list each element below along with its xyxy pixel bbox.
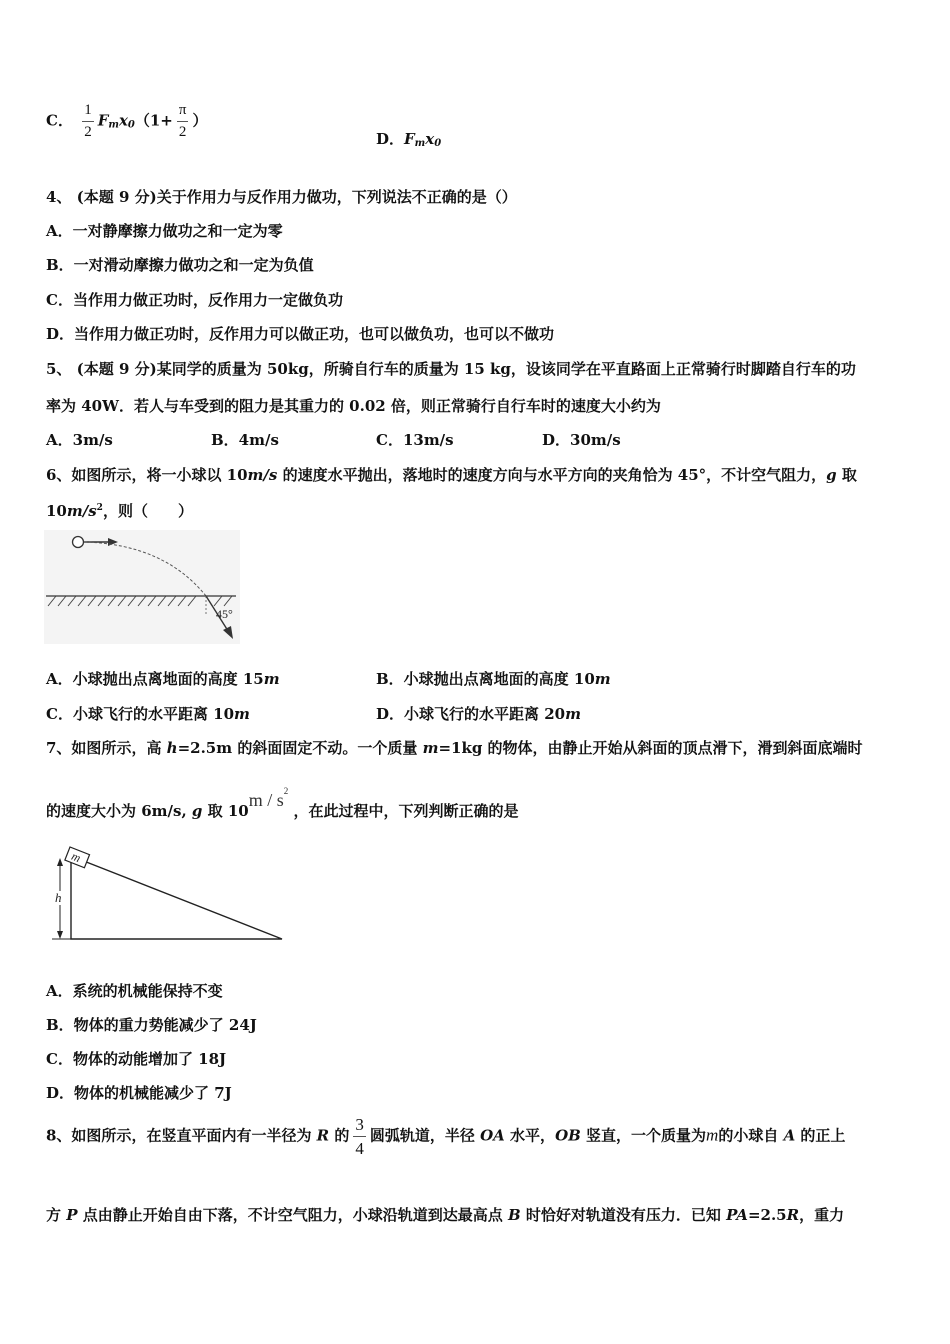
q8-line1: 8、如图所示，在竖直平面内有一半径为 R 的 $\frac{3}{4}$ 圆弧轨道，半径 OA 水平，OB 竖直，一个质量为m的小球自 A 的正上: [46, 1115, 846, 1158]
mass-block: [65, 847, 90, 868]
q6-stem-line2: $10m/s^2$，则（ ）: [46, 502, 193, 520]
q6-option-d: D．小球飞行的水平距离 20m: [376, 705, 581, 723]
height-arrow-top: [57, 858, 63, 866]
q4-option-d: D．当作用力做正功时，反作用力可以做正功，也可以做负功，也可以不做功: [46, 325, 555, 343]
q7-option-c: C．物体的动能增加了 18J: [46, 1050, 227, 1068]
q6-option-a: A．小球抛出点离地面的高度 15m: [46, 670, 280, 688]
fraction-three-quarters: $\frac{3}{4}$: [355, 1115, 364, 1158]
q5-option-a: A．3m/s: [46, 431, 113, 449]
q7-option-a: A．系统的机械能保持不变: [46, 982, 223, 1000]
q3-option-c: C． $\frac{1}{2}$ $F_mx_0(1+$ $\frac{\pi}{2}$ ）: [46, 102, 208, 140]
angle-label: 45°: [216, 607, 233, 621]
q5-option-d: D．30m/s: [542, 431, 621, 449]
ball: [73, 537, 84, 548]
q7-incline-figure: [50, 843, 286, 943]
q6-option-b: B．小球抛出点离地面的高度 10m: [376, 670, 611, 688]
q4-option-b: B．一对滑动摩擦力做功之和一定为负值: [46, 256, 314, 274]
q8-line2: 方 P 点由静止开始自由下落，不计空气阻力，小球沿轨道到达最高点 B 时恰好对轨道没有压力．已知 PA=2.5R，重力: [46, 1206, 845, 1224]
fraction-one-half: $\frac{1}{2}$: [84, 102, 92, 140]
height-label: h: [55, 890, 62, 905]
q5-option-c: C．13m/s: [376, 431, 454, 449]
q4-option-c: C．当作用力做正功时，反作用力一定做负功: [46, 291, 343, 309]
q6-projectile-figure: [44, 530, 240, 644]
incline-triangle: [71, 856, 282, 939]
q4-option-a: A．一对静摩擦力做功之和一定为零: [46, 222, 283, 240]
q7-option-b: B．物体的重力势能减少了 24J: [46, 1016, 257, 1034]
q7-stem-line2: 的速度大小为 6m/s, g 取 $10m / s^2$ ，在此过程中，下列判断正确的是: [46, 786, 519, 820]
q5-option-b: B．4m/s: [211, 431, 279, 449]
q5-stem-line1: 5、 (本题 9 分)某同学的质量为 50kg，所骑自行车的质量为 15 kg，设该同学在平直路面上正常骑行时脚踏自行车的功: [46, 360, 856, 378]
fraction-pi-half: $\frac{\pi}{2}$: [178, 102, 187, 140]
q6-stem-line1: 6、如图所示，将一小球以 10m/s 的速度水平抛出，落地时的速度方向与水平方向的夹角恰为 45°，不计空气阻力，g 取: [46, 466, 857, 484]
q4-stem: 4、 (本题 9 分)关于作用力与反作用力做功，下列说法不正确的是（）: [46, 188, 517, 206]
q7-stem-line1: 7、如图所示，高 h=2.5m 的斜面固定不动。一个质量 m=1kg 的物体，由静止开始从斜面的顶点滑下，滑到斜面底端时: [46, 739, 863, 757]
figure-background: [44, 530, 240, 644]
mass-label: m: [69, 848, 83, 866]
q6-option-c: C．小球飞行的水平距离 10m: [46, 705, 250, 723]
q7-option-d: D．物体的机械能减少了 7J: [46, 1084, 232, 1102]
q3-option-d: D．$F_mx_0$: [376, 130, 442, 149]
height-arrow-bottom: [57, 931, 63, 939]
q5-stem-line2: 率为 40W．若人与车受到的阻力是其重力的 0.02 倍，则正常骑行自行车时的速度大小约为: [46, 397, 661, 415]
